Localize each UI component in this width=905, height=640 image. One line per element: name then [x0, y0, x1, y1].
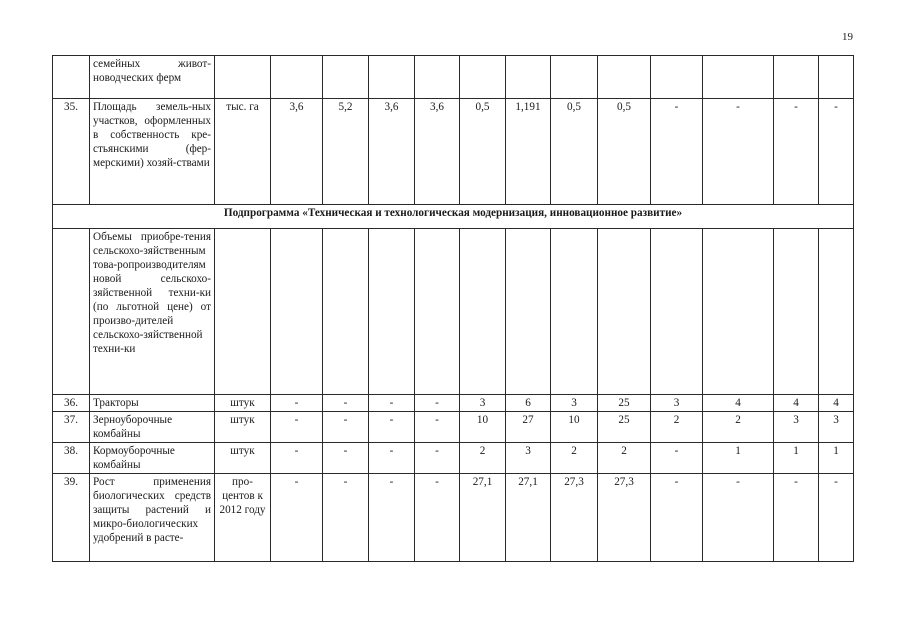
row-number: [53, 56, 90, 99]
value-cell: 0,5: [460, 99, 506, 205]
value-cell: 5,2: [323, 99, 369, 205]
value-cell: 25: [598, 412, 651, 443]
value-cell: 4: [703, 395, 774, 412]
table-row: [53, 443, 854, 474]
value-cell: [460, 56, 506, 99]
value-cell: -: [651, 443, 703, 474]
table-row: [53, 412, 854, 443]
value-cell: 1,191: [506, 99, 551, 205]
unit-cell: штук: [215, 443, 271, 474]
value-cell: -: [271, 443, 323, 474]
unit-cell: [215, 56, 271, 99]
value-cell: [271, 229, 323, 395]
value-cell: [774, 56, 819, 99]
value-cell: 4: [819, 395, 854, 412]
value-cell: [369, 56, 415, 99]
value-cell: -: [819, 474, 854, 562]
value-cell: 3,6: [369, 99, 415, 205]
value-cell: -: [369, 474, 415, 562]
value-cell: 1: [703, 443, 774, 474]
value-cell: -: [323, 395, 369, 412]
value-cell: [460, 229, 506, 395]
value-cell: -: [323, 474, 369, 562]
value-cell: [551, 56, 598, 99]
value-cell: 0,5: [598, 99, 651, 205]
value-cell: 2: [551, 443, 598, 474]
value-cell: -: [369, 443, 415, 474]
unit-cell: [215, 229, 271, 395]
value-cell: -: [415, 443, 460, 474]
value-cell: 0,5: [551, 99, 598, 205]
value-cell: -: [369, 412, 415, 443]
row-number: 39.: [53, 474, 90, 562]
value-cell: -: [415, 395, 460, 412]
value-cell: -: [415, 412, 460, 443]
indicator-name: Зерноуборочные комбайны: [90, 412, 215, 443]
value-cell: 27: [506, 412, 551, 443]
indicator-name: семейных живот-новодческих ферм: [90, 56, 215, 99]
value-cell: [774, 229, 819, 395]
value-cell: 27,3: [551, 474, 598, 562]
row-number: 36.: [53, 395, 90, 412]
row-number: 35.: [53, 99, 90, 205]
indicator-name: Рост применения биологических средств защиты растений и микро-биологических удобрений в расте-: [90, 474, 215, 562]
row-number: [53, 229, 90, 395]
value-cell: 2: [651, 412, 703, 443]
value-cell: 3: [460, 395, 506, 412]
value-cell: -: [651, 99, 703, 205]
value-cell: 2: [460, 443, 506, 474]
value-cell: 6: [506, 395, 551, 412]
value-cell: [598, 229, 651, 395]
value-cell: [323, 56, 369, 99]
value-cell: -: [819, 99, 854, 205]
value-cell: -: [323, 412, 369, 443]
value-cell: 25: [598, 395, 651, 412]
page-number: 19: [842, 31, 853, 43]
value-cell: -: [323, 443, 369, 474]
value-cell: [703, 229, 774, 395]
value-cell: 10: [551, 412, 598, 443]
value-cell: -: [774, 99, 819, 205]
indicator-name: Площадь земель-ных участков, оформленных в собственность кре-стьянскими (фер-мерскими) хозяй-ствами: [90, 99, 215, 205]
value-cell: 3: [506, 443, 551, 474]
indicator-name: Объемы приобре-тения сельскохо-зяйственным това-ропроизводителям новой сельскохо-зяйственной техни-ки (по льготной цене) от произво-дителей сельскохо-зяйственной техни-ки: [90, 229, 215, 395]
value-cell: 1: [819, 443, 854, 474]
value-cell: -: [703, 99, 774, 205]
value-cell: [415, 56, 460, 99]
table-row: [53, 395, 854, 412]
value-cell: -: [271, 395, 323, 412]
value-cell: [323, 229, 369, 395]
value-cell: [598, 56, 651, 99]
table-row: [53, 474, 854, 562]
value-cell: 4: [774, 395, 819, 412]
value-cell: [819, 56, 854, 99]
table-row: [53, 56, 854, 99]
indicator-name: Кормоуборочные комбайны: [90, 443, 215, 474]
value-cell: [819, 229, 854, 395]
value-cell: 27,1: [506, 474, 551, 562]
unit-cell: про-центов к 2012 году: [215, 474, 271, 562]
value-cell: 27,1: [460, 474, 506, 562]
value-cell: 3,6: [415, 99, 460, 205]
value-cell: 10: [460, 412, 506, 443]
value-cell: 2: [598, 443, 651, 474]
table-row: [53, 99, 854, 205]
value-cell: 3: [551, 395, 598, 412]
value-cell: -: [774, 474, 819, 562]
value-cell: -: [271, 412, 323, 443]
value-cell: [651, 56, 703, 99]
value-cell: [651, 229, 703, 395]
subprogram-title: Подпрограмма «Техническая и технологическая модернизация, инновационное развитие»: [53, 205, 854, 229]
value-cell: 3,6: [271, 99, 323, 205]
unit-cell: тыс. га: [215, 99, 271, 205]
value-cell: 1: [774, 443, 819, 474]
value-cell: [506, 56, 551, 99]
subprogram-row: [53, 205, 854, 229]
value-cell: 2: [703, 412, 774, 443]
indicator-name: Тракторы: [90, 395, 215, 412]
unit-cell: штук: [215, 395, 271, 412]
row-number: 38.: [53, 443, 90, 474]
value-cell: [271, 56, 323, 99]
value-cell: 27,3: [598, 474, 651, 562]
table-row: [53, 229, 854, 395]
value-cell: [369, 229, 415, 395]
value-cell: -: [651, 474, 703, 562]
indicators-table: [52, 55, 854, 562]
value-cell: -: [703, 474, 774, 562]
unit-cell: штук: [215, 412, 271, 443]
row-number: 37.: [53, 412, 90, 443]
value-cell: -: [369, 395, 415, 412]
value-cell: [415, 229, 460, 395]
value-cell: 3: [774, 412, 819, 443]
value-cell: [506, 229, 551, 395]
value-cell: -: [415, 474, 460, 562]
value-cell: [551, 229, 598, 395]
value-cell: [703, 56, 774, 99]
value-cell: 3: [651, 395, 703, 412]
value-cell: 3: [819, 412, 854, 443]
value-cell: -: [271, 474, 323, 562]
